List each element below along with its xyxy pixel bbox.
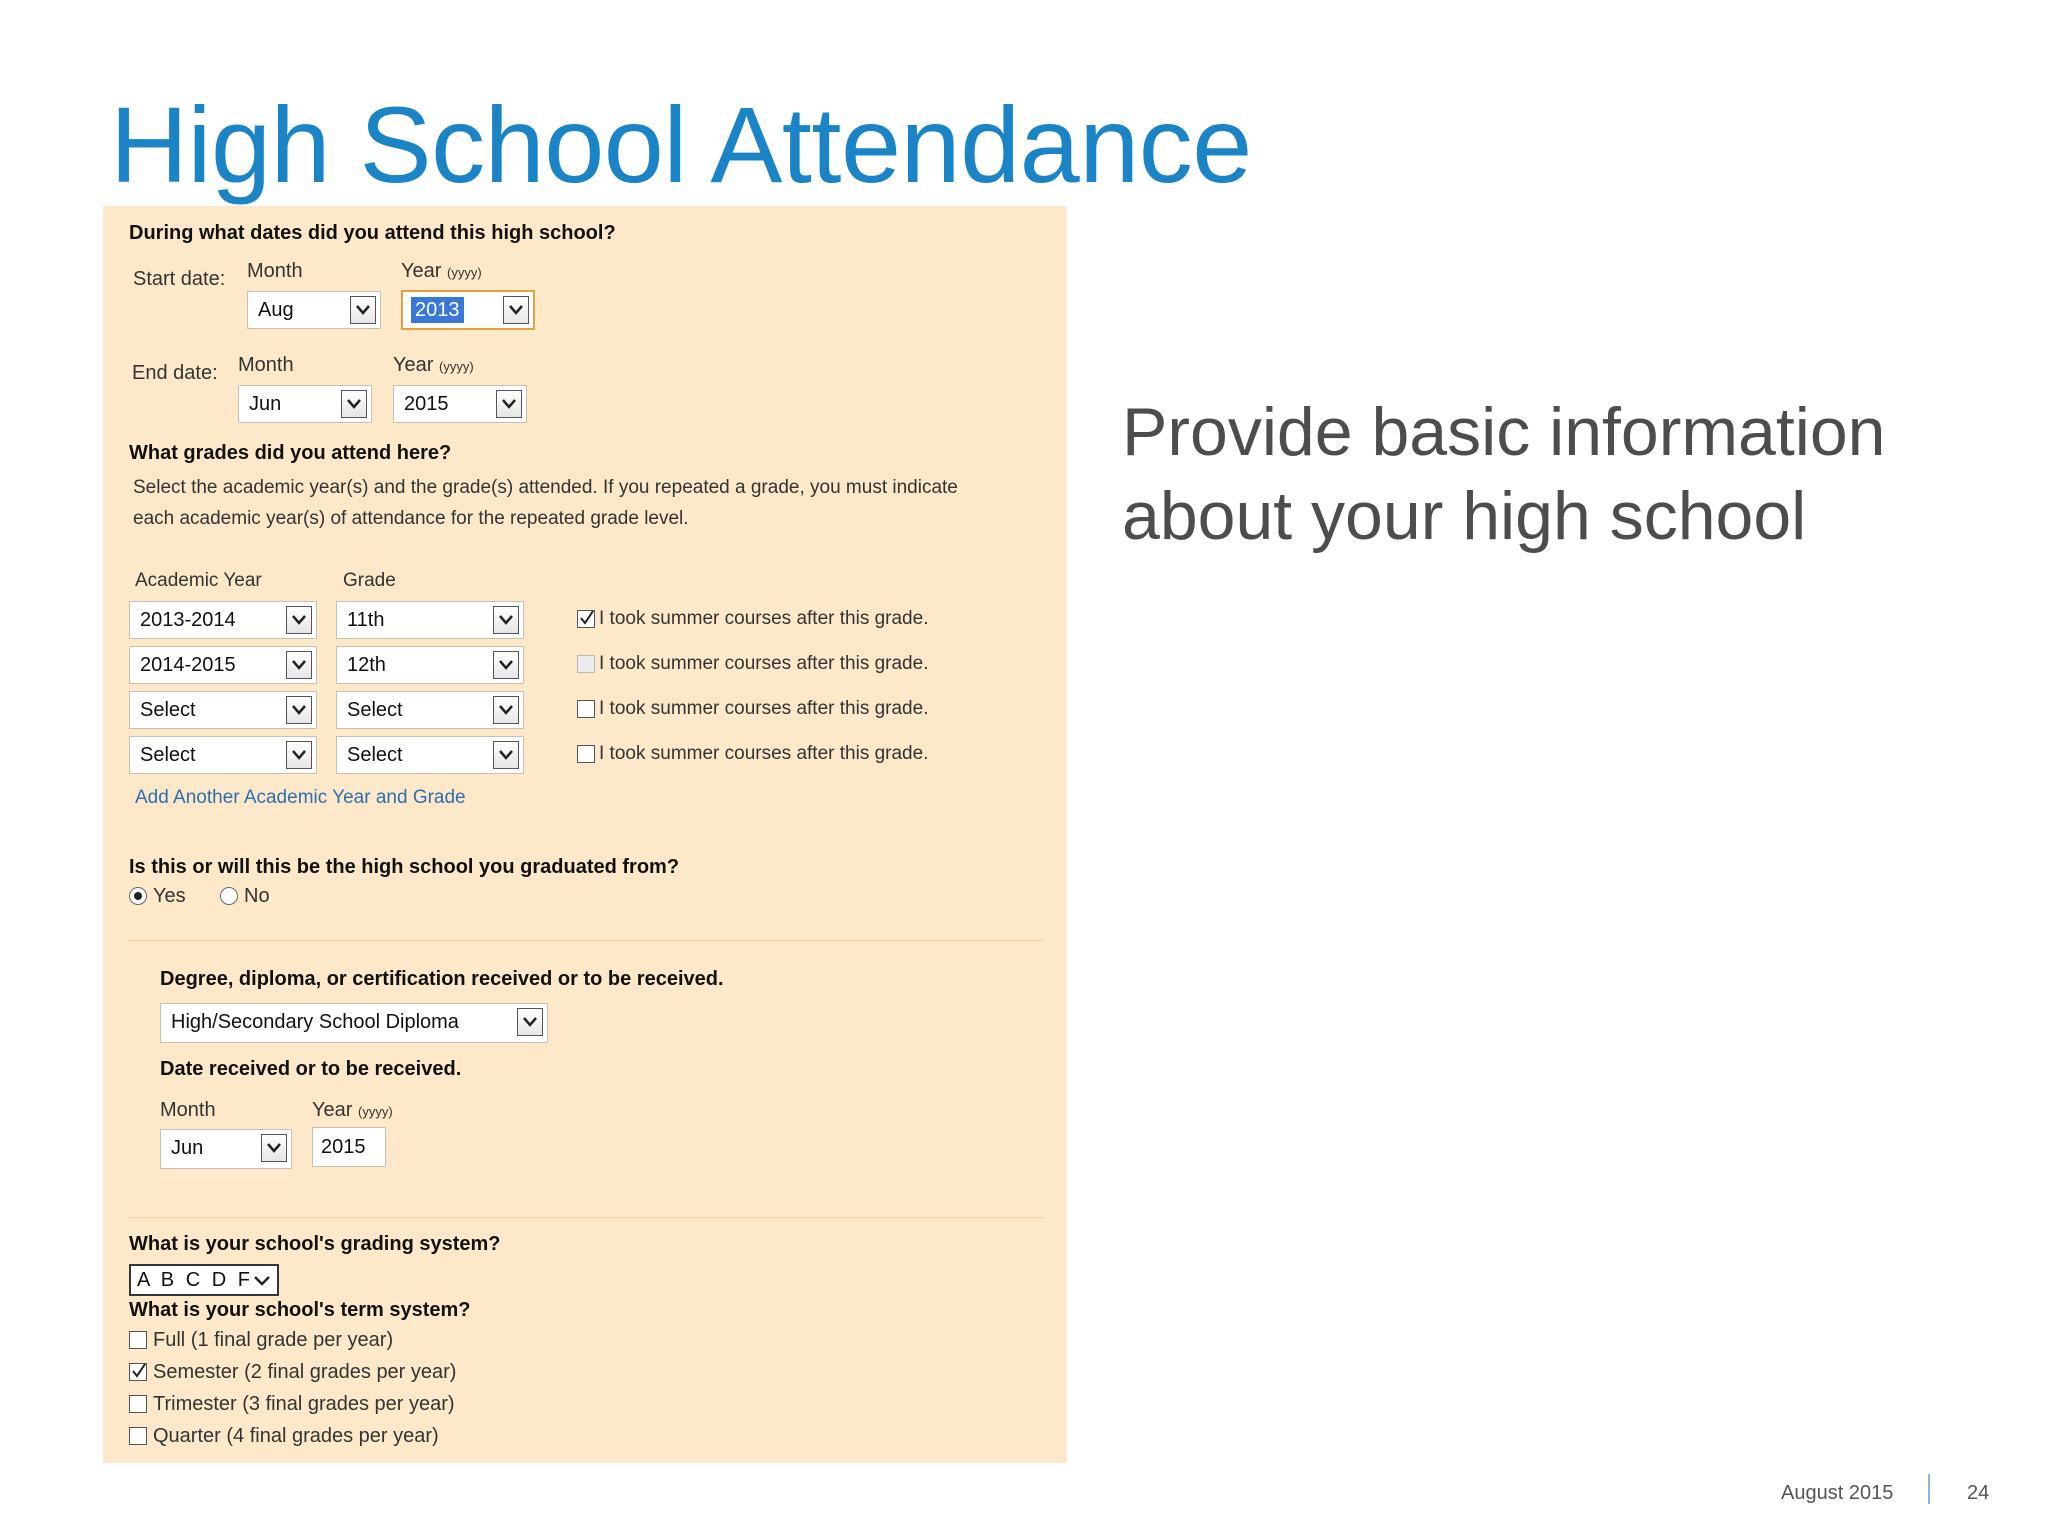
description-line: about your high school <box>1122 478 1807 554</box>
term-full-label: Full (1 final grade per year) <box>153 1329 394 1351</box>
start-month-select[interactable] <box>247 291 381 329</box>
term-semester-checkbox[interactable] <box>129 1363 147 1381</box>
add-academic-year-link[interactable]: Add Another Academic Year and Grade <box>135 787 466 808</box>
chevron-down-icon <box>286 651 312 679</box>
start-month-value: Aug <box>258 299 294 321</box>
section-divider <box>127 1217 1043 1218</box>
graduation-question: Is this or will this be the high school you graduated from? <box>129 856 680 878</box>
degree-question: Degree, diploma, or certification received or to be received. <box>160 968 724 990</box>
received-year-value: 2015 <box>321 1136 366 1158</box>
page-number: 24 <box>1967 1482 1990 1504</box>
summer-courses-label: I took summer courses after this grade. <box>599 608 929 629</box>
end-date-label: End date: <box>132 362 218 384</box>
academic-year-select[interactable]: 2014-2015 <box>129 646 317 684</box>
term-trimester-checkbox[interactable] <box>129 1395 147 1413</box>
received-year-header: Year (yyyy) <box>312 1099 393 1121</box>
end-year-header: Year (yyyy) <box>393 354 474 376</box>
chevron-down-icon <box>350 296 376 324</box>
chevron-down-icon <box>286 741 312 769</box>
summer-courses-checkbox[interactable] <box>577 655 595 673</box>
start-year-value: 2013 <box>411 297 464 323</box>
end-year-value: 2015 <box>404 393 449 415</box>
chevron-down-icon <box>517 1008 543 1036</box>
received-month-value: Jun <box>171 1137 204 1159</box>
chevron-down-icon <box>261 1134 287 1162</box>
received-month-select[interactable] <box>160 1129 292 1169</box>
start-year-header: Year (yyyy) <box>401 260 482 282</box>
start-date-label: Start date: <box>133 268 226 290</box>
section-divider <box>127 940 1043 941</box>
chevron-down-icon <box>496 390 522 418</box>
received-month-header: Month <box>160 1099 216 1121</box>
start-year-select[interactable] <box>401 290 535 330</box>
grades-help-text: Select the academic year(s) and the grade(s) attended. If you repeated a grade, you must indicate each academic year(s) of attendance for the repeated grade level. <box>133 477 958 529</box>
grading-system-value: A B C D F <box>137 1269 253 1291</box>
academic-year-select[interactable]: Select <box>129 736 317 774</box>
checkmark-icon <box>131 1363 147 1379</box>
term-trimester-label: Trimester (3 final grades per year) <box>153 1393 455 1415</box>
chevron-down-icon <box>493 606 519 634</box>
degree-value: High/Secondary School Diploma <box>171 1011 459 1033</box>
chevron-down-icon <box>503 296 529 324</box>
graduated-yes-label: Yes <box>153 885 186 907</box>
summer-courses-label: I took summer courses after this grade. <box>599 653 929 674</box>
end-month-header: Month <box>238 354 294 376</box>
academic-year-select[interactable]: Select <box>129 691 317 729</box>
grade-header: Grade <box>343 570 396 591</box>
end-month-value: Jun <box>249 393 282 415</box>
grade-select[interactable]: 11th <box>336 601 524 639</box>
chevron-down-icon <box>493 651 519 679</box>
term-quarter-label: Quarter (4 final grades per year) <box>153 1425 439 1447</box>
chevron-down-icon <box>493 696 519 724</box>
grade-select[interactable]: 12th <box>336 646 524 684</box>
grading-system-select[interactable] <box>129 1264 279 1296</box>
grade-select[interactable]: Select <box>336 691 524 729</box>
chevron-down-icon <box>286 606 312 634</box>
slide-title: High School Attendance <box>110 84 1252 205</box>
graduated-yes-radio[interactable] <box>129 887 147 905</box>
summer-courses-checkbox[interactable] <box>577 745 595 763</box>
footer-divider <box>1928 1474 1930 1504</box>
grades-question: What grades did you attend here? <box>129 442 452 464</box>
slide-description <box>1122 390 1885 558</box>
term-system-question: What is your school's term system? <box>129 1299 471 1321</box>
date-received-question: Date received or to be received. <box>160 1058 462 1080</box>
chevron-down-icon <box>341 390 367 418</box>
graduated-no-radio[interactable] <box>220 887 238 905</box>
academic-year-select[interactable]: 2013-2014 <box>129 601 317 639</box>
summer-courses-label: I took summer courses after this grade. <box>599 743 929 764</box>
term-semester-label: Semester (2 final grades per year) <box>153 1361 457 1383</box>
chevron-down-icon <box>253 1275 271 1287</box>
grade-select[interactable]: Select <box>336 736 524 774</box>
grading-system-question: What is your school's grading system? <box>129 1233 501 1255</box>
graduated-no-label: No <box>244 885 270 907</box>
description-line: Provide basic information <box>1122 394 1886 470</box>
start-month-header: Month <box>247 260 303 282</box>
term-full-checkbox[interactable] <box>129 1331 147 1349</box>
chevron-down-icon <box>286 696 312 724</box>
term-quarter-checkbox[interactable] <box>129 1427 147 1445</box>
dates-question: During what dates did you attend this high school? <box>129 222 616 244</box>
received-year-input[interactable] <box>312 1127 386 1167</box>
end-month-select[interactable] <box>238 385 372 423</box>
footer-date: August 2015 <box>1781 1482 1894 1504</box>
summer-courses-checkbox[interactable] <box>577 610 595 628</box>
academic-year-header: Academic Year <box>135 570 262 591</box>
summer-courses-label: I took summer courses after this grade. <box>599 698 929 719</box>
end-year-select[interactable] <box>393 385 527 423</box>
degree-select[interactable] <box>160 1003 548 1043</box>
checkmark-icon <box>579 610 595 626</box>
attendance-form-panel <box>103 206 1067 1463</box>
chevron-down-icon <box>493 741 519 769</box>
summer-courses-checkbox[interactable] <box>577 700 595 718</box>
